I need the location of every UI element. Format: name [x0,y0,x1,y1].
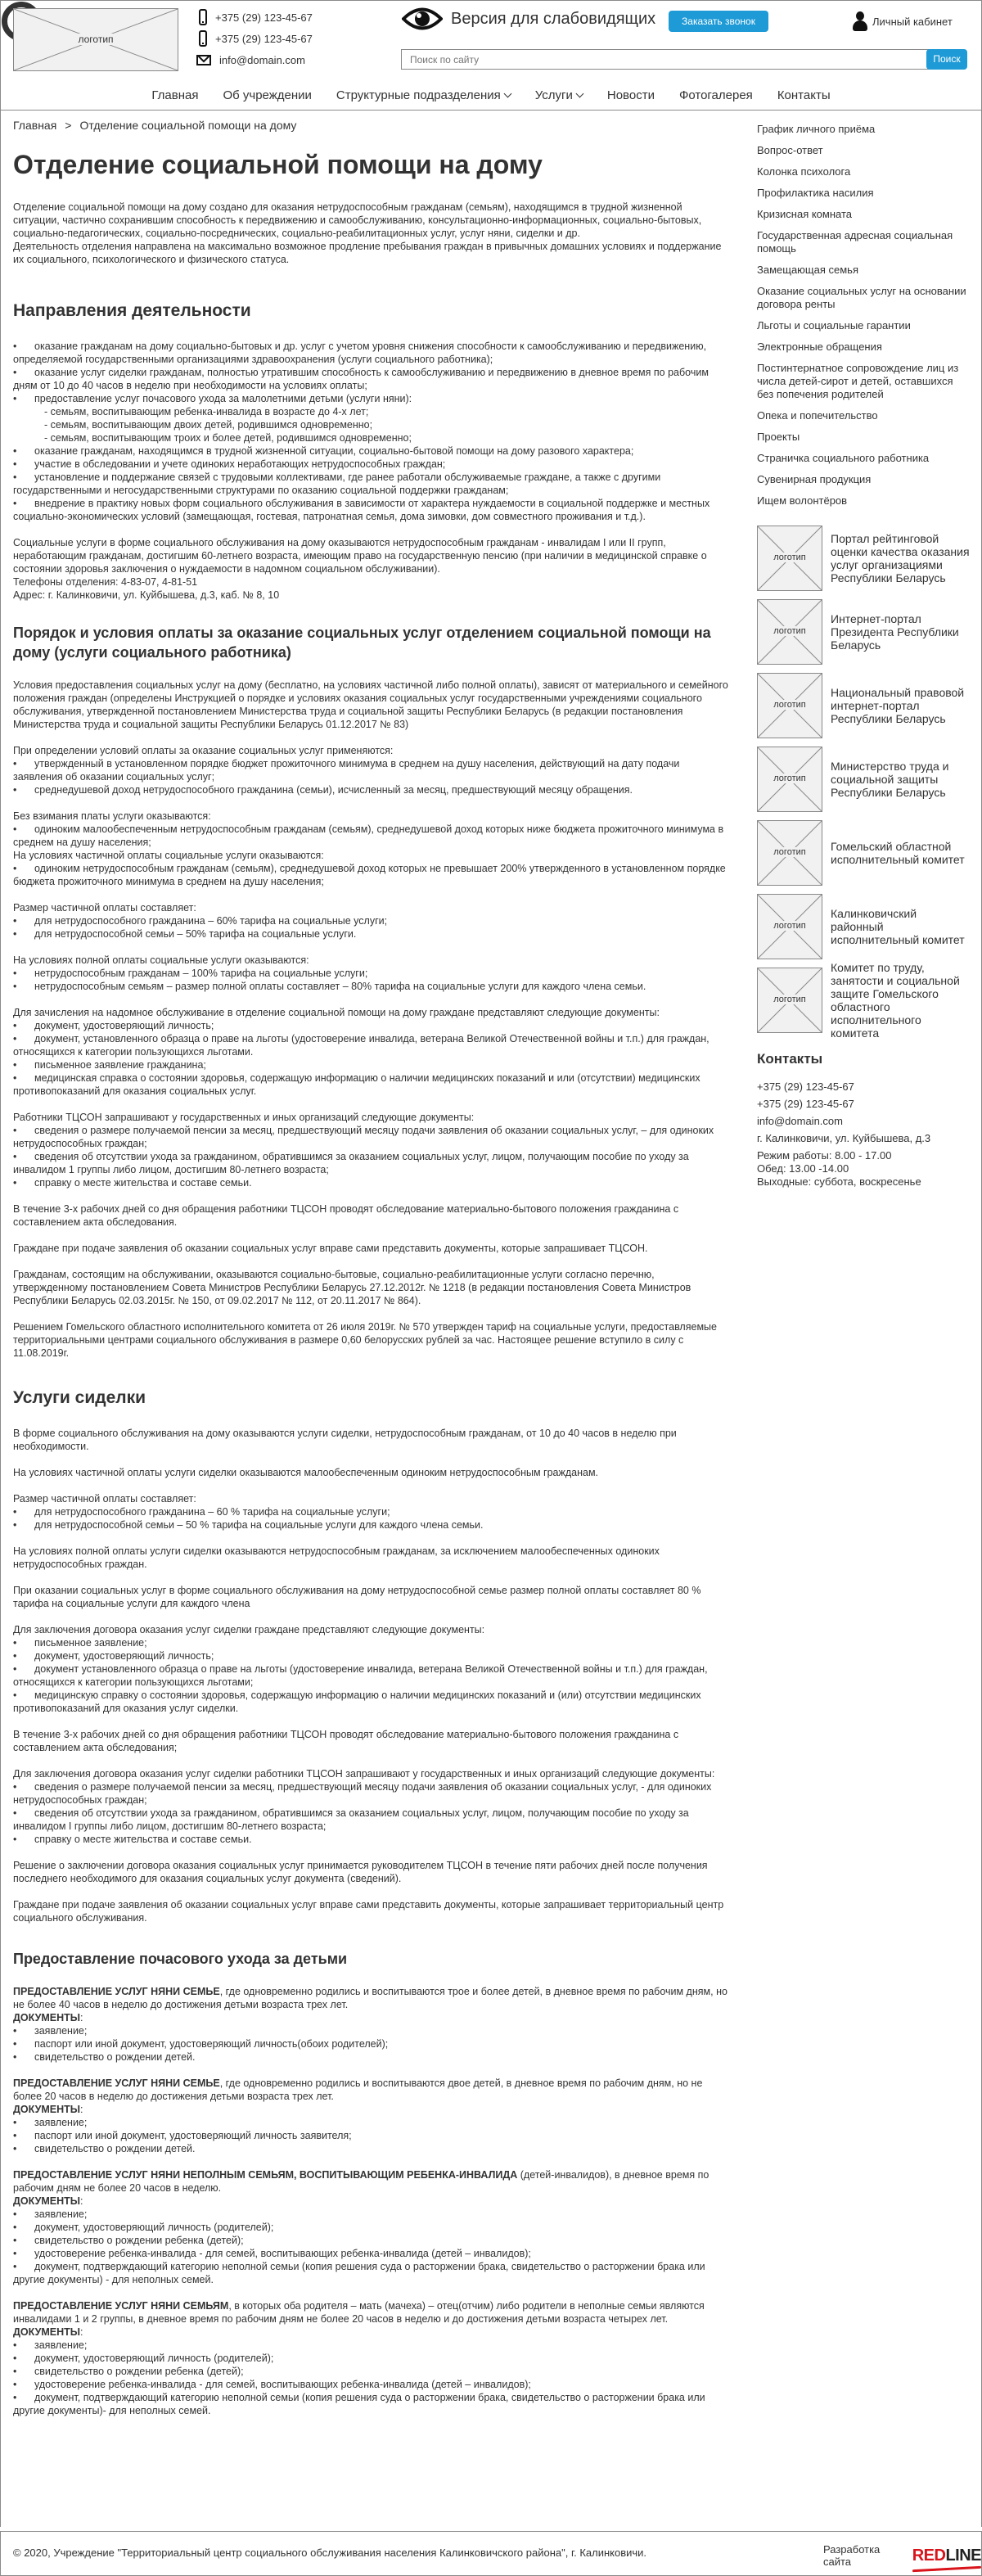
sidebar-menu-item[interactable]: График личного приёма [757,123,876,135]
user-icon [853,11,867,31]
partner-logo [757,894,822,959]
partner-logo-text: логотип [758,700,822,710]
list-item: • среднедушевой доход нетрудоспособного гражданина (семьи), исчисленный за месяц, предшествующий месяцу обращения. [13,784,633,796]
contact-address: г. Калинковичи, ул. Куйбышева, д.3 [757,1132,931,1144]
list-item: • документ, установленного образца о праве на льготы (удостоверение инвалида, ветерана Великой Отечественной войны и т.п.) для граждан, относящихся к категории пользующихся льготами. [13,1033,709,1058]
chevron-down-icon [575,89,583,97]
sidebar [757,123,970,1189]
intro-paragraph-2: Деятельность отделения направлена на максимально возможное продление пребывания граждан в привычных домашних условиях и поддержание их социального, психологического и физического статуса. [13,241,722,265]
list-item: • установление и поддержание связей с трудовыми коллективами, где ранее работали обслуживаемые граждане, а также с другими государственными и негосударственными структурами по оказанию социальной поддержки гражданам; [13,471,661,496]
list-item: • сведения об отсутствии ухода за гражданином, обратившимся за оказанием социальных услуг, лицом, получающим пособие по уходу за инвалидом I группы либо лицом, достигшим 80-летнего возраста; [13,1807,689,1832]
breadcrumb-separator: > [65,119,72,132]
paragraph: Размер частичной оплаты составляет: [13,902,196,914]
childcare-block-2: ПРЕДОСТАВЛЕНИЕ УСЛУГ НЯНИ СЕМЬЕ, где одновременно родились и воспитываются двое детей, в дневное время по рабочим дням, но не более 20 часов в неделю до достижения детьми возраста трех лет. ДОКУМЕНТЫ: • заявление; • паспорт или иной документ, удостоверяющий личность заявителя; • свидетельство о рождении детей. [13,2077,730,2155]
list-item: • паспорт или иной документ, удостоверяющий личность заявителя; [13,2130,352,2141]
list-item: • документ, удостоверяющий личность; [13,1020,214,1031]
paragraph: Для заключения договора оказания услуг сиделки работники ТЦСОН запрашивают у государственных и иных организаций следующие документы: [13,1768,715,1780]
sub-list-item: - семьям, воспитывающим ребенка-инвалида в возрасте до 4-х лет; [44,406,369,417]
personal-cabinet-label: Личный кабинет [872,15,953,28]
list-item: • оказание гражданам на дому социально-бытовых и др. услуг с учетом уровня снижения способности к самообслуживанию и передвижению, определяемой государственными организациями здравоохранения (услуги социального работника); [13,341,707,365]
list-item: • паспорт или иной документ, удостоверяющий личность(обоих родителей); [13,2038,389,2050]
paragraph: Решение о заключении договора оказания социальных услуг принимается руководителем ТЦСОН в течение пяти рабочих дней после получения последнего необходимого для оказания социальных услуг документа (сведений). [13,1860,708,1884]
partner-logo [757,820,822,886]
partner-logo-text: логотип [758,847,822,857]
partner-links [757,526,970,1040]
partner-logo-text: логотип [758,921,822,931]
nav-item-departments[interactable] [336,80,511,110]
list-item: • свидетельство о рождении детей. [13,2051,196,2063]
paragraph: На условиях частичной оплаты социальные услуги оказываются: [13,850,324,861]
partner-logo [757,599,822,665]
list-item: • свидетельство о рождении ребенка (детей); [13,2235,244,2246]
partner-name: Портал рейтинговой оценки качества оказания услуг организациями Республики Беларусь [831,532,970,584]
list-item: • предоставление услуг почасового ухода за малолетними детьми (услуги няни): [13,393,412,404]
list-item: • заявление; [13,2117,88,2128]
sidebar-menu-item[interactable]: Постинтернатное сопровождение лиц из числа детей-сирот и детей, оставшихся без попечения родителей [757,362,959,400]
sub-list-item: - семьям, воспитывающим двоих детей, родившимся одновременно; [44,419,373,431]
list-item: • для нетрудоспособной семьи – 50% тарифа на социальные услуги. [13,928,357,940]
paragraph: В течение 3-х рабочих дней со дня обращения работники ТЦСОН проводят обследование материально-бытового положения гражданина с составлением акта обследования; [13,1729,679,1753]
paragraph: Без взимания платы услуги оказываются: [13,810,211,822]
partner-link[interactable] [757,894,970,959]
partner-name: Интернет-портал Президента Республики Беларусь [831,612,959,652]
directions-heading: Направления деятельности [13,301,251,320]
paragraph: Размер частичной оплаты составляет: [13,1493,196,1505]
developer-credit[interactable] [823,2543,981,2568]
list-item: • удостоверение ребенка-инвалида - для семей, воспитывающих ребенка-инвалида (детей – инвалидов); [13,2379,531,2390]
list-item: • для нетрудоспособного гражданина – 60 % тарифа на социальные услуги; [13,1506,390,1518]
list-item: • нетрудоспособным гражданам – 100% тарифа на социальные услуги; [13,968,368,979]
department-address: Адрес: г. Калинковичи, ул. Куйбышева, д.3, каб. № 8, 10 [13,589,280,601]
childcare-block-4: ПРЕДОСТАВЛЕНИЕ УСЛУГ НЯНИ СЕМЬЯМ, в которых оба родителя – мать (мачеха) – отец(отчим) либо родители в неполные семьи являются инвалидами 1 и 2 группы, в дневное время по рабочим дням не более 20 часов в неделю и до достижения детьми возраста четырех лет. ДОКУМЕНТЫ: • заявление; • документ, удостоверяющий личность (родителей); • свидетельство о рождении ребенка (детей); • удостоверение ребенка-инвалида - для семей, воспитывающих ребенка-инвалида (детей – инвалидов); • документ, подтверждающий категорию неполной семьи (копия решения суда о расторжении брака, свидетельство о расторжении брака или другие документы)- для неполных семей. [13,2299,730,2417]
eye-icon [402,7,443,31]
nav-divider [0,110,982,111]
docs-label: ДОКУМЕНТЫ [13,2012,80,2023]
list-item: • документ установленного образца о праве на льготы (удостоверение инвалида, ветерана Великой Отечественной войны и т.п.) для граждан, относящихся к категории пользующихся льготами; [13,1663,708,1688]
weekend-days: Выходные: суббота, воскресенье [757,1175,921,1188]
vision-version-label: Версия для слабовидящих [451,9,656,28]
contact-phone-2[interactable]: +375 (29) 123-45-67 [757,1098,854,1110]
nav-item-gallery[interactable] [679,80,753,110]
phone-icon [199,30,207,47]
intro-paragraph-1: Отделение социальной помощи на дому создано для оказания нетрудоспособным гражданам (семьям), находящимся в трудной жизненной ситуации, частично сохранившим способность к передвижению и самообслуживанию, консультационно-информационных, социально-бытовых, социально-педагогических, социально-посреднических, социально-реабилитационных услуг, услуг няни, сиделки и др. [13,201,702,239]
sidebar-menu-item[interactable]: Сувенирная продукция [757,473,872,485]
nav-item-services[interactable] [535,80,583,110]
main-content [13,119,730,2417]
sub-list-item: - семьям, воспитывающим троих и более детей, родившимся одновременно; [44,432,412,444]
logo-text: логотип [71,34,120,45]
contact-email[interactable]: info@domain.com [757,1115,843,1127]
partner-name: Комитет по труду, занятости и социальной защите Гомельского областного исполнительного комитета [831,961,960,1040]
block-text: , где одновременно родились и воспитываются трое и более детей, в дневное время по рабочим дням, но не более 40 часов в неделю до достижения детьми возраста трех лет. [13,1986,727,2010]
block-title: ПРЕДОСТАВЛЕНИЕ УСЛУГ НЯНИ НЕПОЛНЫМ СЕМЬЯМ, ВОСПИТЫВАЮЩИМ РЕБЕНКА-ИНВАЛИДА [13,2169,518,2181]
sidebar-menu [757,123,970,508]
breadcrumb [13,119,730,137]
list-item: • заявление; [13,2025,88,2037]
chevron-down-icon [503,89,511,97]
header-phone-1[interactable]: +375 (29) 123-45-67 [215,11,313,24]
nav-item-contacts[interactable] [777,80,831,110]
list-item: • письменное заявление; [13,1637,147,1649]
list-item: • документ, удостоверяющий личность (родителей); [13,2222,274,2233]
partner-link[interactable] [757,747,970,812]
tariff-paragraph: Решением Гомельского областного исполнительного комитета от 26 июля 2019г. № 570 утвержден тариф на социальные услуги, предоставляемые территориальными центрами социального обслуживания в размере 0,60 белорусских рублей за час. Настоящее решение вступило в силу с 11.08.2019г. [13,1321,717,1359]
breadcrumb-current: Отделение социальной помощи на дому [79,119,297,132]
partner-logo [757,526,822,591]
docs-label: ДОКУМЕНТЫ [13,2104,80,2115]
list-item: • свидетельство о рождении детей. [13,2143,196,2154]
list-item: • документ, подтверждающий категорию неполной семьи (копия решения суда о расторжении брака, свидетельство о расторжении брака или другие документы) - для неполных семей. [13,2261,705,2285]
childcare-block-1: ПРЕДОСТАВЛЕНИЕ УСЛУГ НЯНИ СЕМЬЕ, где одновременно родились и воспитываются трое и более детей, в дневное время по рабочим дням, но не более 40 часов в неделю до достижения детьми возраста трех лет. ДОКУМЕНТЫ: • заявление; • паспорт или иной документ, удостоверяющий личность(обоих родителей); • свидетельство о рождении детей. [13,1985,730,2064]
paragraph: Граждане при подаче заявления об оказании социальных услуг вправе сами представить документы, которые запрашивает ТЦСОН. [13,1243,648,1254]
list-item: • свидетельство о рождении ребенка (детей); [13,2366,244,2377]
lunch-hours: Обед: 13.00 -14.00 [757,1162,849,1175]
block-title: ПРЕДОСТАВЛЕНИЕ УСЛУГ НЯНИ СЕМЬЕ [13,1986,220,1997]
search-bar [401,49,967,70]
block-title: ПРЕДОСТАВЛЕНИЕ УСЛУГ НЯНИ СЕМЬЕ [13,2077,220,2089]
list-item: • документ, подтверждающий категорию неполной семьи (копия решения суда о расторжении брака, свидетельство о расторжении брака или другие документы)- для неполных семей. [13,2392,705,2416]
block-text: (детей-инвалидов), в дневное время по рабочим дням не более 20 часов в неделю. [13,2169,709,2194]
sidebar-menu-item[interactable]: Замещающая семья [757,264,858,276]
block-title: ПРЕДОСТАВЛЕНИЕ УСЛУГ НЯНИ СЕМЬЯМ [13,2300,229,2312]
partner-logo-text: логотип [758,553,822,562]
sidebar-menu-item[interactable]: Государственная адресная социальная помощь [757,229,953,255]
paragraph: Гражданам, состоящим на обслуживании, оказываются социально-бытовые, социально-реабилитационные услуги согласно перечню, утвержденному постановлением Совета Министров Республики Беларусь 27.12.2012г. № 1218 (в редакции постановления Совета Министров Республики Беларусь 02.03.2015г. № 150, от 09.02.2017 № 112, от 20.11.2017 № 864). [13,1269,691,1306]
partner-logo-text: логотип [758,626,822,636]
work-hours: Режим работы: 8.00 - 17.00 [757,1149,892,1162]
personal-cabinet-link[interactable] [853,11,953,31]
paragraph: Работники ТЦСОН запрашивают у государственных и иных организаций следующие документы: [13,1112,475,1123]
list-item: • медицинская справка о состоянии здоровья, содержащую информацию о наличии медицинских показаний и или (отсутствии) медицинских противопоказаний для оказания социальных услуг. [13,1072,700,1097]
list-item: • одиноким нетрудоспособным гражданам (семьям), среднедушевой доход которых не превышает 200% утвержденного в установленном порядке бюджета прожиточного минимума в среднем на душу населения; [13,863,726,887]
paragraph: На условиях полной оплаты услуги сиделки оказываются нетрудоспособным гражданам, за исключением малообеспеченных одиноких нетрудоспособных граждан. [13,1545,660,1570]
paragraph: При определении условий оплаты за оказание социальных услуг применяются: [13,745,394,756]
list-item: • одиноким малообеспеченным нетрудоспособным гражданам (семьям), среднедушевой доход которых ниже бюджета прожиточного минимума в среднем на душу населения; [13,823,724,848]
list-item: • внедрение в практику новых форм социального обслуживания в зависимости от характера нуждаемости в социальной поддержке и местных социально-экономических условий (замещающая, гостевая, патронатная семья, дома зимовки, дом совместного проживания и т.д.). [13,498,710,522]
partner-name: Национальный правовой интернет-портал Республики Беларусь [831,686,965,725]
nav-label: Об учреждении [223,88,312,102]
partner-link[interactable] [757,961,970,1040]
sidebar-menu-item[interactable]: Ищем волонтёров [757,494,848,507]
sidebar-menu-item[interactable]: Оказание социальных услуг на основании договора ренты [757,285,966,310]
mail-icon [196,55,211,65]
developer-label: Разработка сайта [823,2543,881,2568]
block-text: , в которых оба родителя – мать (мачеха) – отец(отчим) либо родители в неполные семьи являются инвалидами 1 и 2 группы, в дневное время по рабочим дням не более 20 часов в неделю и до достижения детьми возраста четырех лет. [13,2300,705,2325]
nav-label: Контакты [777,88,831,102]
list-item: • сведения об отсутствии ухода за гражданином, обратившимся за оказанием социальных услуг, лицом, получающим пособие по уходу за инвалидом 1 группы либо лицом, достигшим 80-летнего возраста; [13,1151,689,1175]
nav-label: Новости [606,88,655,102]
nav-label: Услуги [534,88,573,102]
paragraph: На условиях частичной оплаты услуги сиделки оказываются малообеспеченным одиноким нетрудоспособным гражданам. [13,1467,599,1478]
list-item: • для нетрудоспособного гражданина – 60% тарифа на социальные услуги; [13,915,388,927]
header-contacts [196,7,313,70]
payment-heading: Порядок и условия оплаты за оказание социальных услуг отделением социальной помощи на дому (услуги социального работника) [13,625,711,661]
sidebar-menu-item[interactable]: Колонка психолога [757,165,851,178]
paragraph: При оказании социальных услуг в форме социального обслуживания на дому нетрудоспособной семье размер полной оплаты составляет 80 % тарифа на социальные услуги для каждого члена [13,1585,701,1609]
list-item: • заявление; [13,2208,88,2220]
order-call-button[interactable]: Заказать звонок [669,11,768,32]
list-item: • справку о месте жительства и составе семьи. [13,1834,252,1845]
sidebar-menu-item[interactable]: Электронные обращения [757,341,882,353]
list-item: • нетрудоспособным семьям – размер полной оплаты составляет – 80% тарифа на социальные услуги для каждого члена семьи. [13,981,646,992]
contact-phone-1[interactable]: +375 (29) 123-45-67 [757,1080,854,1093]
partner-name: Министерство труда и социальной защиты Республики Беларусь [831,760,949,799]
partner-link[interactable] [757,820,970,886]
nav-label: Главная [151,88,199,102]
copyright: © 2020, Учреждение "Территориальный центр социального обслуживания населения Калинковичского района", г. Калинковичи. [13,2547,647,2559]
sidebar-menu-item[interactable]: Проекты [757,431,800,443]
childcare-block-3: ПРЕДОСТАВЛЕНИЕ УСЛУГ НЯНИ НЕПОЛНЫМ СЕМЬЯМ, ВОСПИТЫВАЮЩИМ РЕБЕНКА-ИНВАЛИДА (детей-инвалидов), в дневное время по рабочим дням не более 20 часов в неделю. ДОКУМЕНТЫ: • заявление; • документ, удостоверяющий личность (родителей); • свидетельство о рождении ребенка (детей); • удостоверение ребенка-инвалида - для семей, воспитывающих ребенка-инвалида (детей – инвалидов); • документ, подтверждающий категорию неполной семьи (копия решения суда о расторжении брака, свидетельство о расторжении брака или другие документы) - для неполных семей. [13,2168,730,2286]
caregiver-heading: Услуги сиделки [13,1388,146,1407]
paragraph: Для заключения договора оказания услуг сиделки граждане представляют следующие документы: [13,1624,485,1635]
phone-icon [199,9,207,25]
list-item: • заявление; [13,2339,88,2351]
block-text: , где одновременно родились и воспитываются двое детей, в дневное время по рабочим дням, но не более 20 часов в неделю до достижения детьми возраста трех лет. [13,2077,703,2102]
partner-logo-text: логотип [758,995,822,1004]
partner-link[interactable] [757,526,970,591]
header-email[interactable]: info@domain.com [219,53,305,66]
sidebar-menu-item[interactable]: Страничка социального работника [757,452,930,464]
main-nav [0,80,982,110]
sidebar-menu-item[interactable]: Льготы и социальные гарантии [757,319,911,332]
docs-label: ДОКУМЕНТЫ [13,2195,80,2207]
list-item: • справку о месте жительства и составе семьи. [13,1177,252,1189]
nav-label: Структурные подразделения [336,88,501,102]
list-item: • удостоверение ребенка-инвалида - для семей, воспитывающих ребенка-инвалида (детей – инвалидов); [13,2248,531,2259]
list-item: • для нетрудоспособной семьи – 50 % тарифа на социальные услуги для каждого члена семьи. [13,1519,484,1531]
nav-label: Фотогалерея [678,88,753,102]
paragraph: В течение 3-х рабочих дней со дня обращения работники ТЦСОН проводят обследование материально-бытового положения гражданина с составлением акта обследования. [13,1203,679,1228]
partner-name: Гомельский областной исполнительный комитет [831,840,965,866]
partner-link[interactable] [757,673,970,738]
list-item: • письменное заявление гражданина; [13,1059,206,1071]
redline-logo[interactable]: REDLINE [912,2546,981,2565]
list-item: • сведения о размере получаемой пенсии за месяц, предшествующий месяцу подачи заявления об оказании социальных услуг, – для одиноких нетрудоспособных граждан; [13,1125,714,1149]
contacts-heading: Контакты [757,1051,823,1067]
nav-item-news[interactable] [607,80,655,110]
paragraph: В форме социального обслуживания на дому оказываются услуги сиделки, нетрудоспособным гражданам, от 10 до 40 часов в неделю при необходимости. [13,1428,677,1452]
partner-logo [757,747,822,812]
docs-label: ДОКУМЕНТЫ [13,2326,80,2338]
paragraph: Для зачисления на надомное обслуживание в отделение социальной помощи на дому граждане представляют следующие документы: [13,1007,660,1018]
department-phones: Телефоны отделения: 4-83-07, 4-81-51 [13,576,198,588]
paragraph: Граждане при подаче заявления об оказании социальных услуг вправе сами представить документы, которые запрашивает территориальный центр социального обслуживания. [13,1899,724,1924]
partner-name: Калинковичский районный исполнительный комитет [831,907,965,946]
paragraph: На условиях полной оплаты социальные услуги оказываются: [13,954,309,966]
payment-conditions: Условия предоставления социальных услуг на дому (бесплатно, на условиях частичной либо полной оплаты), зависят от материального и семейного положения граждан (определены Инструкцией о порядке и условиях оказания социальных услуг государственными учреждениями социального обслуживания, утвержденной постановлением Министерства труда и социальной защиты Республики Беларусь (в редакции постановления Министерства труда и социальной защиты Республики Беларусь 01.12.2017 № 83) [13,679,728,730]
vision-version-link[interactable] [402,7,655,31]
list-item: • оказание гражданам, находящимся в трудной жизненной ситуации, социально-бытовой помощи на дому разового характера; [13,445,634,457]
list-item: • оказание услуг сиделки гражданам, полностью утратившим способность к самообслуживанию и передвижению в дневное время по рабочим дням от 10 до 40 часов в неделю при необходимости на условиях оплаты; [13,367,709,391]
sidebar-menu-item[interactable]: Опека и попечительство [757,409,878,422]
partner-link[interactable] [757,599,970,665]
page-title: Отделение социальной помощи на дому [13,150,543,179]
list-item: • участие в обследовании и учете одиноких неработающих нетрудоспособных граждан; [13,458,446,470]
list-item: • утвержденный в установленном порядке бюджет прожиточного минимума в среднем на душу населения, действующий на дату подачи заявления об оказании социальных услуг; [13,758,680,783]
breadcrumb-home[interactable]: Главная [13,119,57,132]
childcare-heading: Предоставление почасового ухода за детьми [13,1951,348,1967]
search-button[interactable]: Поиск [926,49,967,70]
footer [0,2531,982,2576]
site-logo[interactable] [13,8,178,71]
sidebar-menu-item[interactable]: Кризисная комната [757,208,853,220]
nav-item-home[interactable] [151,80,198,110]
sidebar-menu-item[interactable]: Профилактика насилия [757,187,874,199]
partner-logo-text: логотип [758,774,822,783]
list-item: • медицинскую справку о состоянии здоровья, содержащую информацию о наличии медицинских показаний и (или) отсутствии медицинских противопоказаний для оказания услуг сиделки. [13,1690,701,1714]
list-item: • документ, удостоверяющий личность; [13,1650,214,1662]
partner-logo [757,968,822,1033]
list-item: • документ, удостоверяющий личность (родителей); [13,2353,274,2364]
search-input[interactable] [401,49,933,70]
header-phone-2[interactable]: +375 (29) 123-45-67 [215,32,313,45]
list-item: • сведения о размере получаемой пенсии за месяц, предшествующий месяцу подачи заявления об оказании социальных услуг, - для одиноких нетрудоспособных граждан; [13,1781,712,1806]
eligibility-note: Социальные услуги в форме социального обслуживания на дому оказываются нетрудоспособным гражданам - инвалидам I или II групп, неработающим гражданам, достигшим 60-летнего возраста, имеющим право на государственную пенсию (при наличии в медицинской справке о состоянии здоровья заключения о нуждаемости в надомном социальном обслуживании). [13,537,707,575]
nav-item-about[interactable] [223,80,311,110]
sidebar-menu-item[interactable]: Вопрос-ответ [757,144,823,156]
partner-logo [757,673,822,738]
